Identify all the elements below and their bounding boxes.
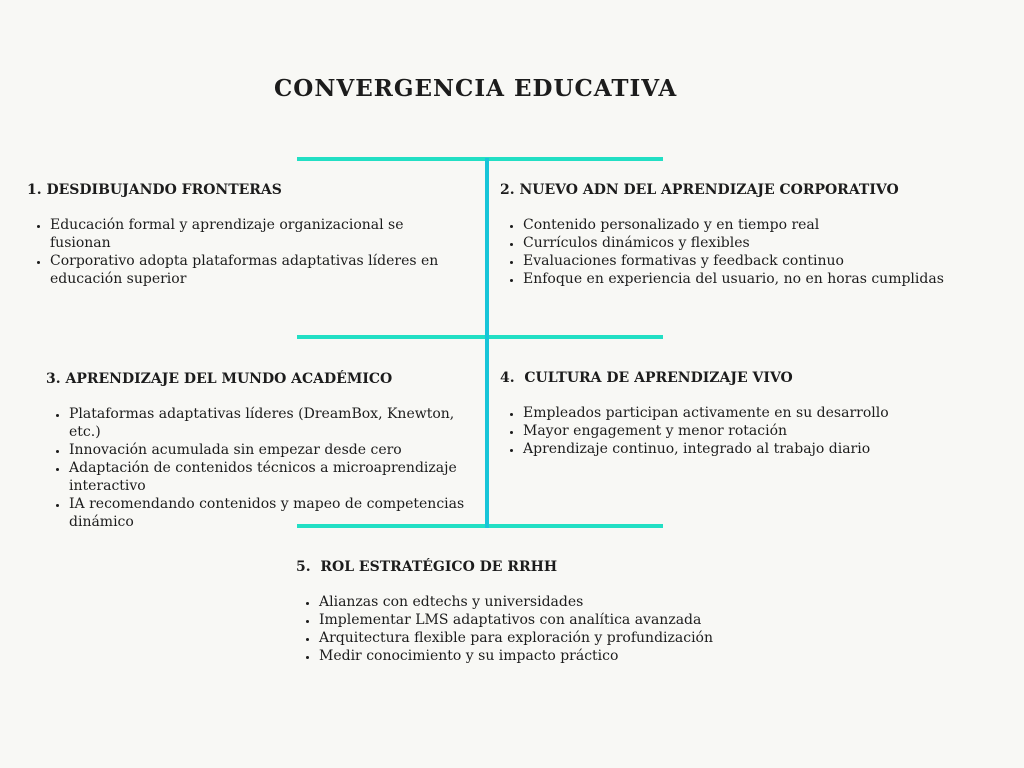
section-cultura-aprendizaje [500, 369, 1000, 458]
bullet-list [500, 216, 1000, 288]
section-heading: 2. NUEVO ADN DEL APRENDIZAJE CORPORATIVO [500, 182, 899, 198]
list-item: • Evaluaciones formativas y feedback continuo [523, 252, 1000, 270]
section-heading: 3. APRENDIZAJE DEL MUNDO ACADÉMICO [46, 371, 393, 387]
list-item: • Implementar LMS adaptativos con analítica avanzada [319, 611, 796, 629]
top-divider-line [297, 157, 663, 161]
section-heading: 1. DESDIBUJANDO FRONTERAS [27, 182, 282, 198]
bullet-list [500, 404, 1000, 458]
list-item: • Enfoque en experiencia del usuario, no en horas cumplidas [523, 270, 1000, 288]
list-item: • Alianzas con edtechs y universidades [319, 593, 796, 611]
list-item: • IA recomendando contenidos y mapeo de competencias dinámico [69, 495, 466, 531]
list-item: • Plataformas adaptativas líderes (DreamBox, Knewton, etc.) [69, 405, 466, 441]
list-item: • Medir conocimiento y su impacto práctico [319, 647, 796, 665]
list-item: • Corporativo adopta plataformas adaptativas líderes en educación superior [50, 252, 467, 288]
section-desdibujando-fronteras [27, 181, 467, 288]
bullet-list [27, 216, 467, 288]
section-mundo-academico [46, 370, 466, 531]
list-item: • Adaptación de contenidos técnicos a microaprendizaje interactivo [69, 459, 466, 495]
middle-divider-line [297, 335, 663, 339]
list-item: • Aprendizaje continuo, integrado al trabajo diario [523, 440, 1000, 458]
section-rol-rrhh [296, 558, 796, 665]
list-item: • Currículos dinámicos y flexibles [523, 234, 1000, 252]
list-item: • Contenido personalizado y en tiempo real [523, 216, 1000, 234]
list-item: • Educación formal y aprendizaje organizacional se fusionan [50, 216, 467, 252]
section-nuevo-adn [500, 181, 1000, 288]
vertical-divider-line [485, 158, 489, 528]
list-item: • Innovación acumulada sin empezar desde cero [69, 441, 466, 459]
list-item: • Arquitectura flexible para exploración y profundización [319, 629, 796, 647]
section-heading: 5. ROL ESTRATÉGICO DE RRHH [296, 559, 558, 575]
list-item: • Mayor engagement y menor rotación [523, 422, 1000, 440]
list-item: • Empleados participan activamente en su desarrollo [523, 404, 1000, 422]
page-title: CONVERGENCIA EDUCATIVA [274, 75, 678, 102]
section-heading: 4. CULTURA DE APRENDIZAJE VIVO [500, 370, 793, 386]
bullet-list [296, 593, 796, 665]
bullet-list [46, 405, 466, 531]
